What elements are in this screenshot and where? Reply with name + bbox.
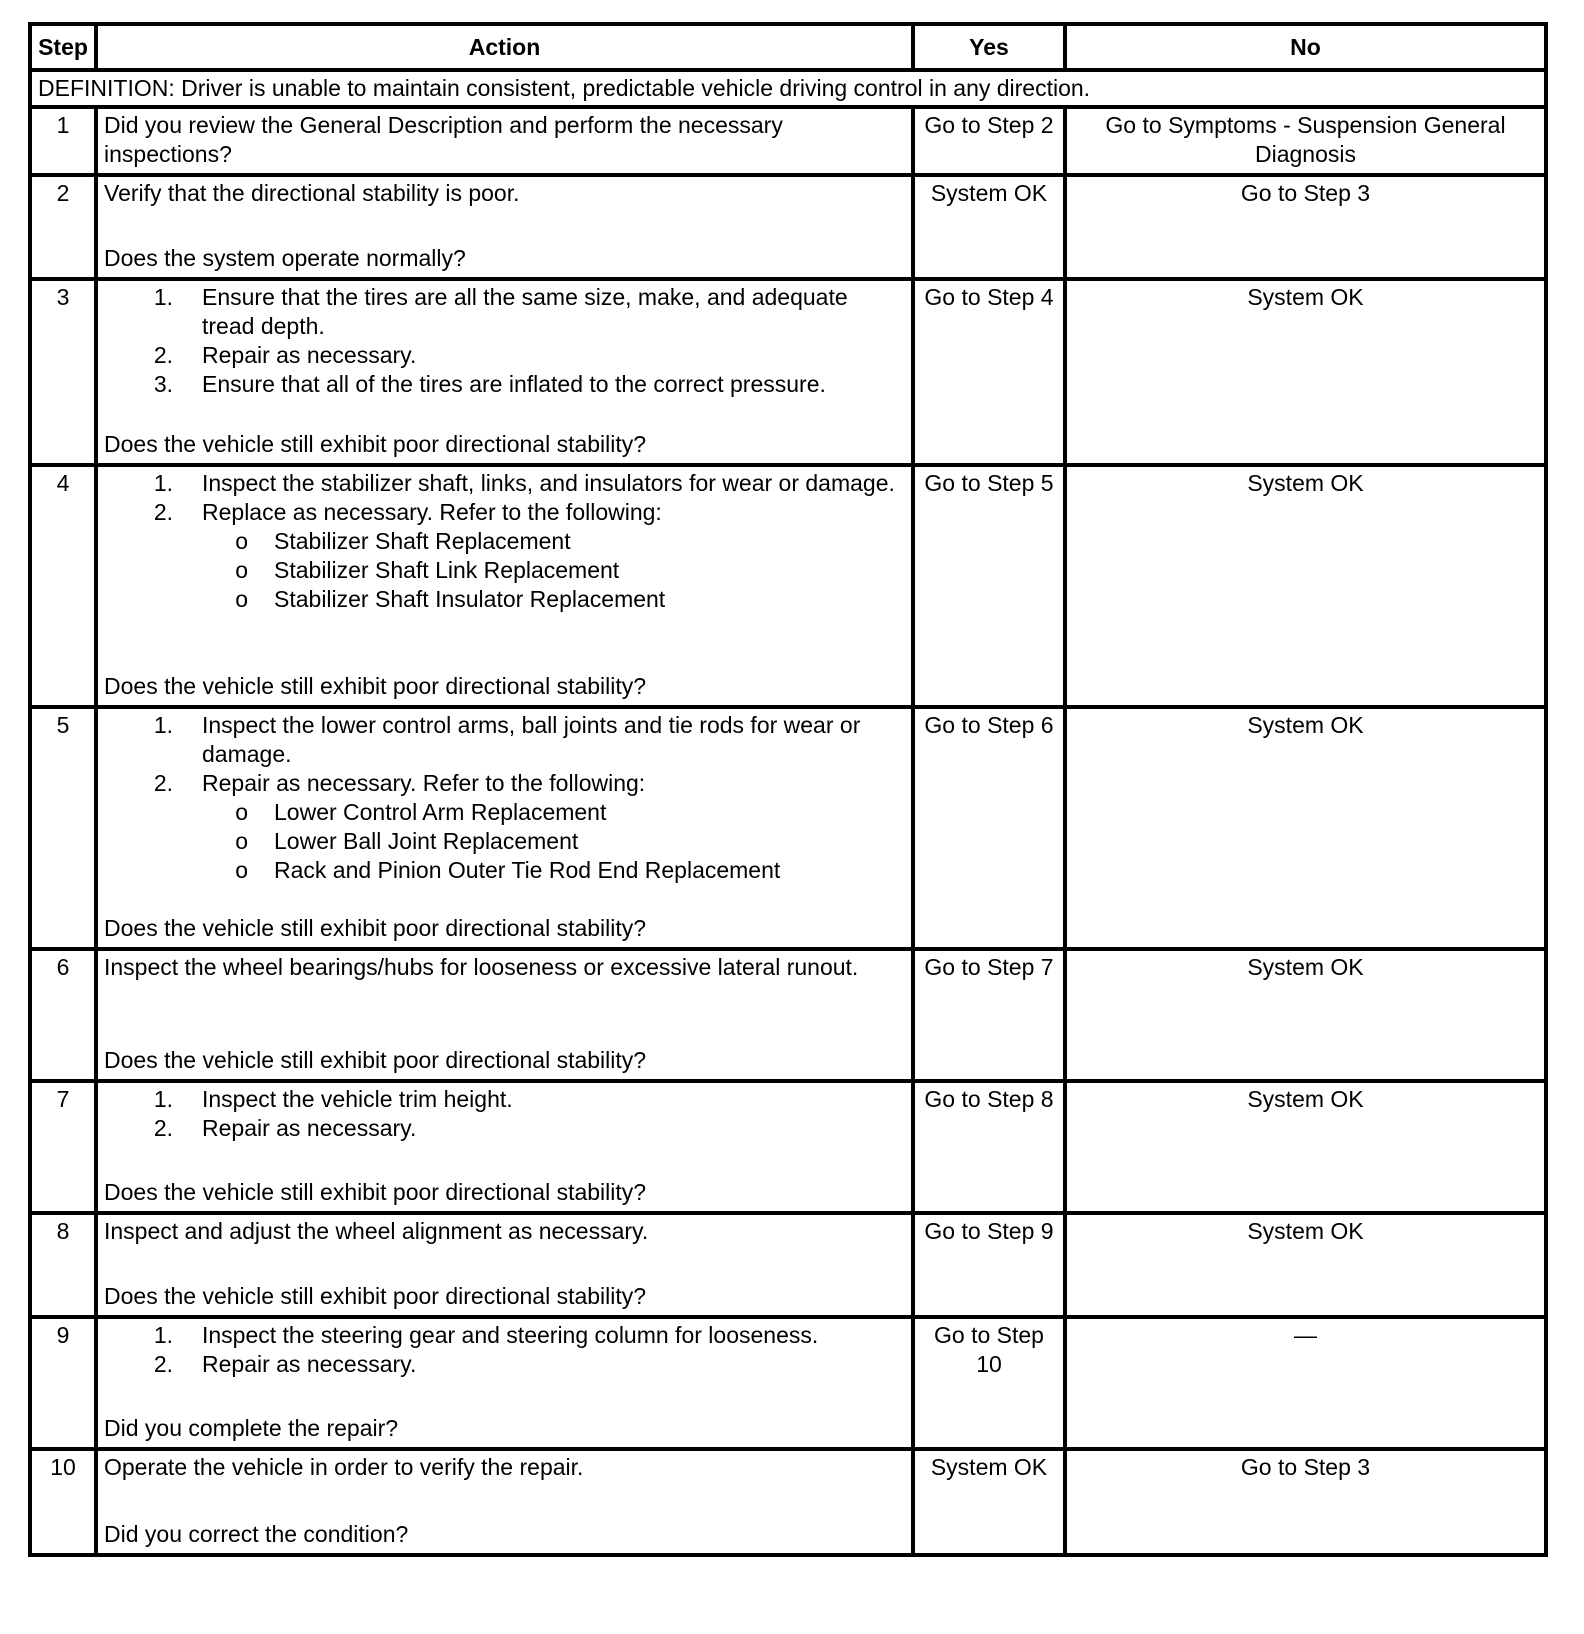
step-number: 3: [30, 279, 96, 465]
list-item-text-wrap: [202, 469, 905, 498]
list-item-text-wrap: [202, 711, 905, 769]
action-content: [104, 1085, 905, 1207]
numbered-list-item: [104, 1350, 905, 1379]
action-cell: [96, 1081, 913, 1213]
list-item-text: Inspect the stabilizer shaft, links, and insulators for wear or damage.: [202, 470, 895, 496]
sub-list-item-text: Rack and Pinion Outer Tie Rod End Replacement: [274, 857, 781, 883]
action-instructions: [104, 1321, 905, 1379]
numbered-list: [104, 1085, 905, 1143]
list-item-text-wrap: [202, 769, 905, 798]
numbered-list-item: [104, 1114, 905, 1143]
action-cell: [96, 1213, 913, 1317]
action-cell: [96, 175, 913, 279]
yes-result: Go to Step 2: [913, 107, 1065, 175]
table-row: [30, 949, 1546, 1081]
list-number: 1.: [153, 470, 173, 496]
action-intro-text: Operate the vehicle in order to verify the repair.: [104, 1454, 584, 1480]
yes-result: Go to Step 5: [913, 465, 1065, 707]
definition-text: DEFINITION: Driver is unable to maintain consistent, predictable vehicle driving control in any direction.: [30, 70, 1546, 107]
action-content: [104, 283, 905, 459]
list-number: 1.: [153, 1322, 173, 1348]
sub-list-item: [104, 856, 905, 885]
no-result: Go to Step 3: [1065, 175, 1546, 279]
numbered-list-item: [104, 711, 905, 769]
table-row: [30, 1213, 1546, 1317]
action-question: Did you correct the condition?: [104, 1521, 409, 1547]
sub-list-item: [104, 798, 905, 827]
list-number: 1.: [153, 284, 173, 310]
action-instructions: [104, 1217, 905, 1246]
list-item-text: Inspect the lower control arms, ball joints and tie rods for wear or damage.: [202, 712, 861, 767]
numbered-list-item: [104, 769, 905, 798]
list-number: 2.: [153, 342, 173, 368]
list-item-text: Repair as necessary. Refer to the following:: [202, 770, 646, 796]
action-instructions: [104, 469, 905, 614]
yes-result: Go to Step 8: [913, 1081, 1065, 1213]
list-number: 2.: [153, 770, 173, 796]
header-yes: Yes: [913, 24, 1065, 70]
numbered-list-item: [104, 469, 905, 498]
header-step: Step: [30, 24, 96, 70]
numbered-list-item: [104, 1321, 905, 1350]
action-cell: [96, 279, 913, 465]
header-action: Action: [96, 24, 913, 70]
definition-row: [30, 70, 1546, 107]
sub-list-item-text: Stabilizer Shaft Replacement: [274, 528, 571, 554]
step-number: 2: [30, 175, 96, 279]
numbered-list-item: [104, 370, 905, 399]
bullet-icon: o: [235, 828, 248, 854]
action-cell: [96, 707, 913, 949]
list-item-text: Ensure that all of the tires are inflated to the correct pressure.: [202, 371, 826, 397]
action-intro-text: Did you review the General Description and perform the necessary inspections?: [104, 112, 783, 167]
yes-result: Go to Step 10: [913, 1317, 1065, 1449]
list-item-text: Repair as necessary.: [202, 1115, 417, 1141]
step-number: 7: [30, 1081, 96, 1213]
action-content: [104, 1453, 905, 1549]
numbered-list-item: [104, 283, 905, 341]
yes-result: System OK: [913, 175, 1065, 279]
list-item-text: Inspect the vehicle trim height.: [202, 1086, 513, 1112]
sub-list: [104, 527, 905, 614]
action-content: [104, 111, 905, 169]
bullet-icon: o: [235, 586, 248, 612]
sub-list-item: [104, 585, 905, 614]
action-cell: [96, 949, 913, 1081]
action-instructions: [104, 111, 905, 169]
sub-list-item-text: Lower Control Arm Replacement: [274, 799, 607, 825]
list-item-text: Repair as necessary.: [202, 342, 417, 368]
diagnostic-table-container: [28, 22, 1544, 1557]
step-number: 1: [30, 107, 96, 175]
no-result: System OK: [1065, 707, 1546, 949]
action-instructions: [104, 1085, 905, 1143]
action-question: Does the vehicle still exhibit poor directional stability?: [104, 431, 647, 457]
list-item-text-wrap: [202, 1114, 905, 1143]
action-content: [104, 1321, 905, 1443]
step-number: 4: [30, 465, 96, 707]
diagnostic-table: [28, 22, 1548, 1557]
action-question: Did you complete the repair?: [104, 1415, 399, 1441]
action-question: Does the system operate normally?: [104, 245, 466, 271]
table-row: [30, 465, 1546, 707]
list-number: 1.: [153, 1086, 173, 1112]
step-number: 6: [30, 949, 96, 1081]
list-number: 2.: [153, 1351, 173, 1377]
numbered-list-item: [104, 498, 905, 527]
step-number: 9: [30, 1317, 96, 1449]
action-question: Does the vehicle still exhibit poor directional stability?: [104, 673, 647, 699]
numbered-list: [104, 469, 905, 614]
list-item-text-wrap: [202, 283, 905, 341]
action-intro-text: Inspect and adjust the wheel alignment as necessary.: [104, 1218, 649, 1244]
list-item-text-wrap: [202, 1350, 905, 1379]
list-number: 2.: [153, 1115, 173, 1141]
list-item-text: Repair as necessary.: [202, 1351, 417, 1377]
action-content: [104, 953, 905, 1075]
list-item-text-wrap: [202, 1321, 905, 1350]
table-row: [30, 107, 1546, 175]
bullet-icon: o: [235, 557, 248, 583]
list-item-text-wrap: [202, 498, 905, 527]
no-result: Go to Step 3: [1065, 1449, 1546, 1555]
action-cell: [96, 1317, 913, 1449]
numbered-list: [104, 711, 905, 885]
no-result: System OK: [1065, 465, 1546, 707]
action-content: [104, 711, 905, 943]
step-number: 10: [30, 1449, 96, 1555]
bullet-icon: o: [235, 857, 248, 883]
action-cell: [96, 1449, 913, 1555]
sub-list-item: [104, 527, 905, 556]
table-row: [30, 1449, 1546, 1555]
yes-result: Go to Step 6: [913, 707, 1065, 949]
numbered-list-item: [104, 341, 905, 370]
action-intro-text: Verify that the directional stability is poor.: [104, 180, 520, 206]
list-item-text-wrap: [202, 370, 905, 399]
no-result: Go to Symptoms - Suspension General Diagnosis: [1065, 107, 1546, 175]
yes-result: Go to Step 9: [913, 1213, 1065, 1317]
action-cell: [96, 107, 913, 175]
table-row: [30, 1081, 1546, 1213]
action-instructions: [104, 179, 905, 208]
header-no: No: [1065, 24, 1546, 70]
sub-list-item: [104, 827, 905, 856]
yes-result: Go to Step 4: [913, 279, 1065, 465]
list-number: 3.: [153, 371, 173, 397]
action-question: Does the vehicle still exhibit poor directional stability?: [104, 1047, 647, 1073]
no-result: —: [1065, 1317, 1546, 1449]
no-result: System OK: [1065, 1081, 1546, 1213]
table-row: [30, 175, 1546, 279]
list-number: 2.: [153, 499, 173, 525]
action-content: [104, 179, 905, 273]
no-result: System OK: [1065, 1213, 1546, 1317]
header-row: [30, 24, 1546, 70]
step-number: 5: [30, 707, 96, 949]
table-row: [30, 279, 1546, 465]
action-content: [104, 469, 905, 701]
bullet-icon: o: [235, 528, 248, 554]
table-row: [30, 1317, 1546, 1449]
sub-list-item-text: Stabilizer Shaft Link Replacement: [274, 557, 620, 583]
list-item-text: Replace as necessary. Refer to the following:: [202, 499, 662, 525]
yes-result: Go to Step 7: [913, 949, 1065, 1081]
step-number: 8: [30, 1213, 96, 1317]
list-item-text: Inspect the steering gear and steering column for looseness.: [202, 1322, 819, 1348]
list-item-text: Ensure that the tires are all the same size, make, and adequate tread depth.: [202, 284, 848, 339]
action-question: Does the vehicle still exhibit poor directional stability?: [104, 1179, 647, 1205]
numbered-list: [104, 283, 905, 399]
sub-list: [104, 798, 905, 885]
action-instructions: [104, 953, 905, 982]
list-number: 1.: [153, 712, 173, 738]
action-intro-text: Inspect the wheel bearings/hubs for looseness or excessive lateral runout.: [104, 954, 859, 980]
list-item-text-wrap: [202, 1085, 905, 1114]
no-result: System OK: [1065, 279, 1546, 465]
action-question: Does the vehicle still exhibit poor directional stability?: [104, 915, 647, 941]
numbered-list-item: [104, 1085, 905, 1114]
action-content: [104, 1217, 905, 1311]
no-result: System OK: [1065, 949, 1546, 1081]
list-item-text-wrap: [202, 341, 905, 370]
sub-list-item-text: Lower Ball Joint Replacement: [274, 828, 579, 854]
action-question: Does the vehicle still exhibit poor directional stability?: [104, 1283, 647, 1309]
sub-list-item-text: Stabilizer Shaft Insulator Replacement: [274, 586, 666, 612]
action-instructions: [104, 283, 905, 399]
bullet-icon: o: [235, 799, 248, 825]
yes-result: System OK: [913, 1449, 1065, 1555]
action-cell: [96, 465, 913, 707]
numbered-list: [104, 1321, 905, 1379]
table-row: [30, 707, 1546, 949]
action-instructions: [104, 711, 905, 885]
action-instructions: [104, 1453, 905, 1482]
sub-list-item: [104, 556, 905, 585]
